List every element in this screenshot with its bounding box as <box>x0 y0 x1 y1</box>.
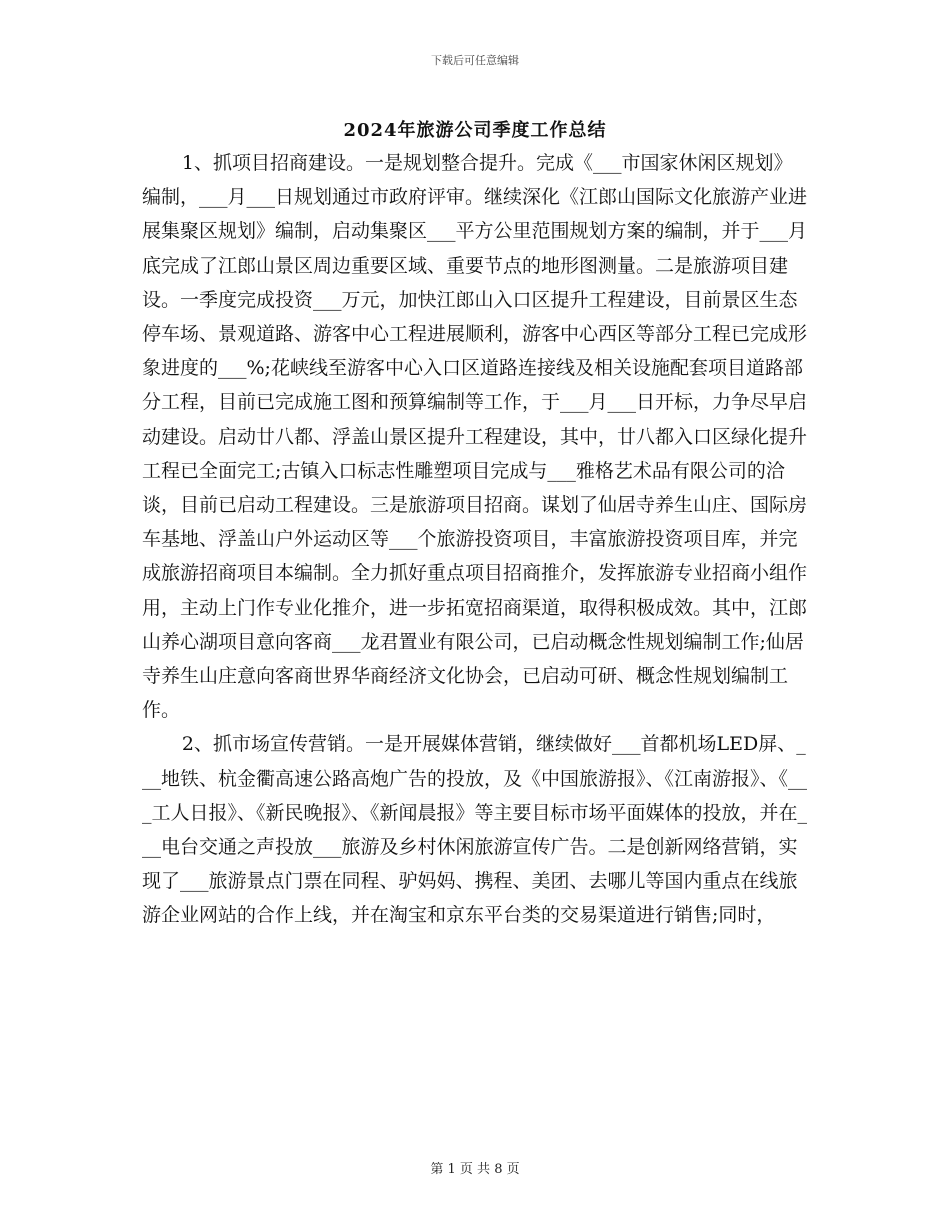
paragraph-1: 1、抓项目招商建设。一是规划整合提升。完成《___市国家休闲区规划》编制，___月___日规划通过市政府评审。继续深化《江郎山国际文化旅游产业进展集聚区规划》编制，启动集聚区___平方公里范围规划方案的编制，并于___月底完成了江郎山景区周边重要区域、重要节点的地形图测量。二是旅游项目建设。一季度完成投资___万元，加快江郎山入口区提升工程建设，目前景区生态停车场、景观道路、游客中心工程进展顺利，游客中心西区等部分工程已完成形象进度的___%;花峡线至游客中心入口区道路连接线及相关设施配套项目道路部分工程，目前已完成施工图和预算编制等工作，于___月___日开标，力争尽早启动建设。启动廿八都、浮盖山景区提升工程建设，其中，廿八都入口区绿化提升工程已全面完工;古镇入口标志性雕塑项目完成与___雅格艺术品有限公司的洽谈，目前已启动工程建设。三是旅游项目招商。谋划了仙居寺养生山庄、国际房车基地、浮盖山户外运动区等___个旅游投资项目，丰富旅游投资项目库，并完成旅游招商项目本编制。全力抓好重点项目招商推介，发挥旅游专业招商小组作用，主动上门作专业化推介，进一步拓宽招商渠道，取得积极成效。其中，江郎山养心湖项目意向客商___龙君置业有限公司，已启动概念性规划编制工作;仙居寺养生山庄意向客商世界华商经济文化协会，已启动可研、概念性规划编制工作。 <box>142 152 808 722</box>
document-title: 2024年旅游公司季度工作总结 <box>343 120 607 141</box>
paragraph-2: 2、抓市场宣传营销。一是开展媒体营销，继续做好___首都机场LED屏、___地铁、杭金衢高速公路高炮广告的投放，及《中国旅游报》、《江南游报》、《___工人日报》、《新民晚报》、《新闻晨报》等主要目标市场平面媒体的投放，并在___电台交通之声投放___旅游及乡村休闲旅游宣传广告。二是创新网络营销，实现了___旅游景点门票在同程、驴妈妈、携程、美团、去哪儿等国内重点在线旅游企业网站的合作上线，并在淘宝和京东平台类的交易渠道进行销售;同时， <box>142 733 808 927</box>
header-note: 下载后可任意编辑 <box>431 54 519 67</box>
document-body <box>142 146 808 933</box>
page-number: 第 1 页 共 8 页 <box>430 1162 520 1177</box>
